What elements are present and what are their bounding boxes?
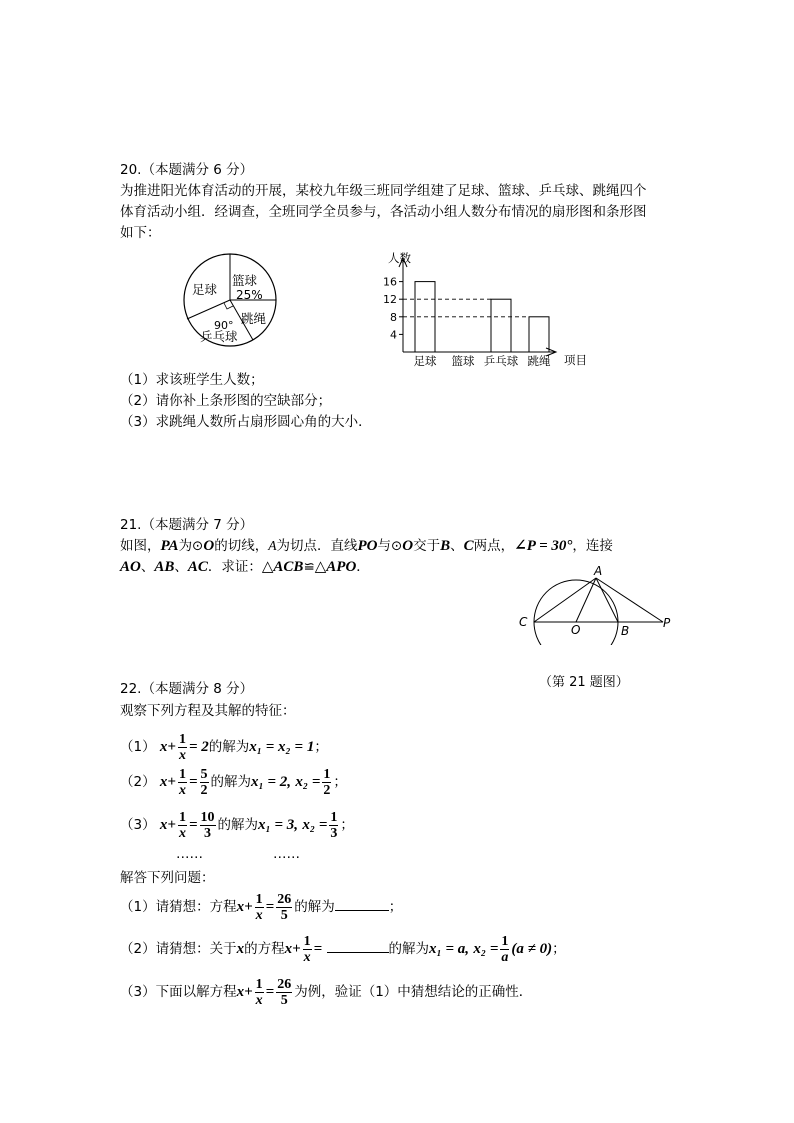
line-AP xyxy=(596,578,663,622)
q22-e2-rhs-fraction xyxy=(200,767,209,798)
pie-label-rope: 跳绳 xyxy=(241,311,267,326)
fraction-denominator: x xyxy=(255,992,263,1008)
q21-math: △ACB xyxy=(261,559,304,575)
q22-lhs-x: x xyxy=(236,984,245,1000)
q22-observe: 观察下列方程及其解的特征： xyxy=(120,703,296,719)
q22-e3-number: （3） xyxy=(120,817,156,833)
q22-p2-answer-blank[interactable] xyxy=(327,938,389,953)
q21-header: 21.（本题满分 7 分） xyxy=(120,517,254,533)
q21-math: ∠P = 30° xyxy=(514,538,573,554)
x-category-label: 跳绳 xyxy=(527,354,551,368)
q21-text: 如图， xyxy=(120,538,161,554)
pie-right-angle-mark xyxy=(224,303,233,309)
q22-e3-solution-a: x₁ = 3, xyxy=(258,817,299,833)
q22-lhs-fraction xyxy=(178,810,187,841)
pie-label-football: 足球 xyxy=(192,282,218,297)
q22-lhs-plus: + xyxy=(244,899,253,915)
q22-eq-sign: = xyxy=(265,984,275,1000)
q22-e3-solution-b: x₂ = xyxy=(302,817,328,833)
bar-chart xyxy=(378,246,593,370)
q22-dots-left: …… xyxy=(176,846,203,862)
q22-p2-sol-fraction xyxy=(500,934,509,965)
point-label-P: P xyxy=(663,616,671,630)
q21-stem-line2 xyxy=(120,557,370,577)
fraction-denominator: a xyxy=(501,949,509,965)
q21-math: A xyxy=(268,538,277,553)
q22-lhs-plus: + xyxy=(167,774,176,790)
q21-text: 为切点．直线 xyxy=(276,538,358,554)
q20-part2: （2）请你补上条形图的空缺部分； xyxy=(120,393,332,409)
q22-lhs-plus: + xyxy=(244,984,253,1000)
q22-lhs-fraction xyxy=(178,767,187,798)
q22-e1-sol-word: 的解为 xyxy=(208,739,250,755)
fraction-numerator: 26 xyxy=(277,976,292,992)
pie-chart xyxy=(175,252,285,352)
q21-math: AB xyxy=(154,559,175,575)
fraction-numerator: 5 xyxy=(200,766,208,782)
q22-p2-var: x xyxy=(236,941,245,957)
fraction-denominator: 3 xyxy=(204,825,212,841)
point-label-C: C xyxy=(519,615,528,629)
fraction-denominator: x xyxy=(178,825,186,841)
q21-math: PO xyxy=(357,538,378,554)
fraction-numerator: 1 xyxy=(255,976,263,992)
fraction-numerator: 1 xyxy=(330,809,338,825)
q21-text: 为⊙ xyxy=(178,538,204,554)
fraction-denominator: x xyxy=(303,949,311,965)
q21-text: 、 xyxy=(174,559,188,575)
q22-p2-condition: (a ≠ 0) xyxy=(511,941,553,957)
q22-lhs-fraction xyxy=(178,732,187,763)
x-category-label: 篮球 xyxy=(451,354,475,368)
x-category-label: 足球 xyxy=(413,354,437,368)
pie-label-basketball: 篮球 xyxy=(232,273,258,288)
q22-e3-sol-fraction xyxy=(329,810,338,841)
q22-p2-tail: 的解为 xyxy=(388,941,430,957)
q20-stem-line1: 为推进阳光体育活动的开展，某校九年级三班同学组建了足球、篮球、乒乓球、跳绳四个 xyxy=(120,183,647,199)
q21-text: ． xyxy=(356,559,370,575)
q21-math: O xyxy=(203,538,215,554)
q21-math: AC xyxy=(187,559,208,575)
y-tick-label: 4 xyxy=(390,328,397,342)
q22-part-2 xyxy=(120,932,566,966)
q22-lhs-plus: + xyxy=(167,817,176,833)
q22-e3-sol-word: 的解为 xyxy=(217,817,259,833)
q22-p1-lead: （1）请猜想：方程 xyxy=(120,899,237,915)
q22-p3-rhs-fraction xyxy=(276,977,292,1008)
q22-p1-end: ； xyxy=(388,899,403,915)
q22-lhs-x: x xyxy=(159,774,168,790)
q22-e2-end: ； xyxy=(333,774,347,790)
q22-p3-tail: 为例，验证（1）中猜想结论的正确性． xyxy=(294,984,533,1000)
q22-example-3 xyxy=(120,808,354,842)
q22-example-2 xyxy=(120,765,347,799)
fraction-numerator: 1 xyxy=(323,766,331,782)
fraction-denominator: 5 xyxy=(280,907,288,923)
q21-stem-line1 xyxy=(120,536,613,556)
fraction-numerator: 26 xyxy=(277,891,292,907)
q22-p2-solution-a: x₁ = a, xyxy=(429,941,470,957)
q22-e2-sol-fraction xyxy=(322,767,331,798)
q22-p2-mid: 的方程 xyxy=(244,941,285,957)
q21-math: O xyxy=(402,538,414,554)
q22-dots-right: …… xyxy=(273,846,300,862)
q22-e2-solution-a: x₁ = 2, xyxy=(251,774,292,790)
y-tick-label: 8 xyxy=(390,310,397,324)
fraction-numerator: 1 xyxy=(255,891,263,907)
q22-e1-end: ； xyxy=(314,739,328,755)
pie-label-basketball-pct: 25% xyxy=(236,288,263,302)
q22-e2-number: （2） xyxy=(120,774,156,790)
q20-stem-line2: 体育活动小组．经调查，全班同学全员参与，各活动小组人数分布情况的扇形图和条形图 xyxy=(120,204,647,220)
q22-p2-lead: （2）请猜想：关于 xyxy=(120,941,237,957)
q22-e3-rhs-fraction xyxy=(200,810,216,841)
q22-lhs-plus: + xyxy=(167,739,176,755)
bar-2 xyxy=(491,299,511,352)
fraction-numerator: 1 xyxy=(303,933,311,949)
q22-p1-rhs-fraction xyxy=(276,892,292,923)
x-category-label: 乒乓球 xyxy=(483,354,519,368)
q21-text: 、 xyxy=(450,538,464,554)
line-AC xyxy=(534,578,596,622)
q22-p1-answer-blank[interactable] xyxy=(335,896,389,911)
fraction-denominator: 3 xyxy=(330,825,338,841)
q22-p2-solution-b: x₂ = xyxy=(473,941,499,957)
q22-lhs-fraction xyxy=(255,977,264,1008)
q20-part3: （3）求跳绳人数所占扇形圆心角的大小． xyxy=(120,414,372,430)
q21-figure-caption: （第 21 题图） xyxy=(539,675,629,690)
q22-p2-eq: = xyxy=(313,941,323,957)
q22-eq-sign: = xyxy=(188,774,198,790)
y-tick-label: 16 xyxy=(383,275,397,289)
q21-text: 的切线， xyxy=(214,538,269,554)
fraction-denominator: x xyxy=(255,907,263,923)
fraction-numerator: 1 xyxy=(178,809,186,825)
point-label-A: A xyxy=(594,564,603,578)
q22-lhs-plus: + xyxy=(292,941,301,957)
point-label-O: O xyxy=(571,623,581,637)
fraction-numerator: 1 xyxy=(501,933,509,949)
q22-p1-tail: 的解为 xyxy=(294,899,335,915)
pie-label-angle: 90° xyxy=(214,319,234,332)
point-label-B: B xyxy=(621,624,630,638)
q21-text: ，连接 xyxy=(572,538,613,554)
q22-e2-solution-b: x₂ = xyxy=(295,774,321,790)
q21-text: ．求证： xyxy=(207,559,262,575)
q21-math: C xyxy=(463,538,474,554)
q22-lhs-fraction xyxy=(255,892,264,923)
q21-text: 交于 xyxy=(413,538,441,554)
q21-figure xyxy=(512,560,682,645)
y-tick-label: 12 xyxy=(383,293,397,307)
q21-math: PA xyxy=(160,538,179,554)
fraction-denominator: 2 xyxy=(200,782,208,798)
pie-label-pingpong: 乒乓球 xyxy=(200,329,238,344)
q22-e1-solution: x₁ = x₂ = 1 xyxy=(249,739,315,755)
q20-header: 20.（本题满分 6 分） xyxy=(120,162,254,178)
q22-e3-end: ； xyxy=(340,817,354,833)
q22-lhs-x: x xyxy=(159,817,168,833)
bar-x-label: 项目 xyxy=(564,353,587,367)
q22-part-3 xyxy=(120,975,532,1009)
q22-part-1 xyxy=(120,890,402,924)
fraction-denominator: 2 xyxy=(323,782,331,798)
q22-eq-sign: = xyxy=(265,899,275,915)
q22-lhs-x: x xyxy=(284,941,293,957)
line-AB xyxy=(596,578,618,622)
fraction-numerator: 1 xyxy=(178,766,186,782)
bar-3 xyxy=(529,317,549,352)
q22-e2-sol-word: 的解为 xyxy=(210,774,252,790)
q21-math: △APO xyxy=(314,559,357,575)
q21-text: 与⊙ xyxy=(377,538,403,554)
q22-example-1 xyxy=(120,730,328,764)
q22-p3-lead: （3）下面以解方程 xyxy=(120,984,237,1000)
q22-eq-sign: = xyxy=(188,817,198,833)
pie-divider-left xyxy=(187,300,230,319)
q21-text: ≌ xyxy=(303,559,315,575)
fraction-numerator: 10 xyxy=(200,809,215,825)
q22-answer-intro: 解答下列问题： xyxy=(120,870,215,886)
q21-text: 、 xyxy=(140,559,155,575)
q22-e1-number: （1） xyxy=(120,739,156,755)
q21-text: 两点， xyxy=(473,538,515,554)
q20-part1: （1）求该班学生人数； xyxy=(120,372,264,388)
bar-y-label: 人数 xyxy=(388,251,411,265)
q21-math: AO xyxy=(120,559,141,575)
q22-p2-end: ； xyxy=(552,941,566,957)
q22-lhs-x: x xyxy=(236,899,245,915)
fraction-numerator: 1 xyxy=(178,731,186,747)
fraction-denominator: x xyxy=(178,747,186,763)
q22-lhs-x: x xyxy=(159,739,168,755)
q22-lhs-fraction xyxy=(303,934,312,965)
q20-stem-line3: 如下： xyxy=(120,225,161,241)
fraction-denominator: x xyxy=(178,782,186,798)
q21-math: B xyxy=(440,538,451,554)
q22-e1-rhs: = 2 xyxy=(188,739,209,755)
fraction-denominator: 5 xyxy=(280,992,288,1008)
q22-header: 22.（本题满分 8 分） xyxy=(120,681,254,697)
